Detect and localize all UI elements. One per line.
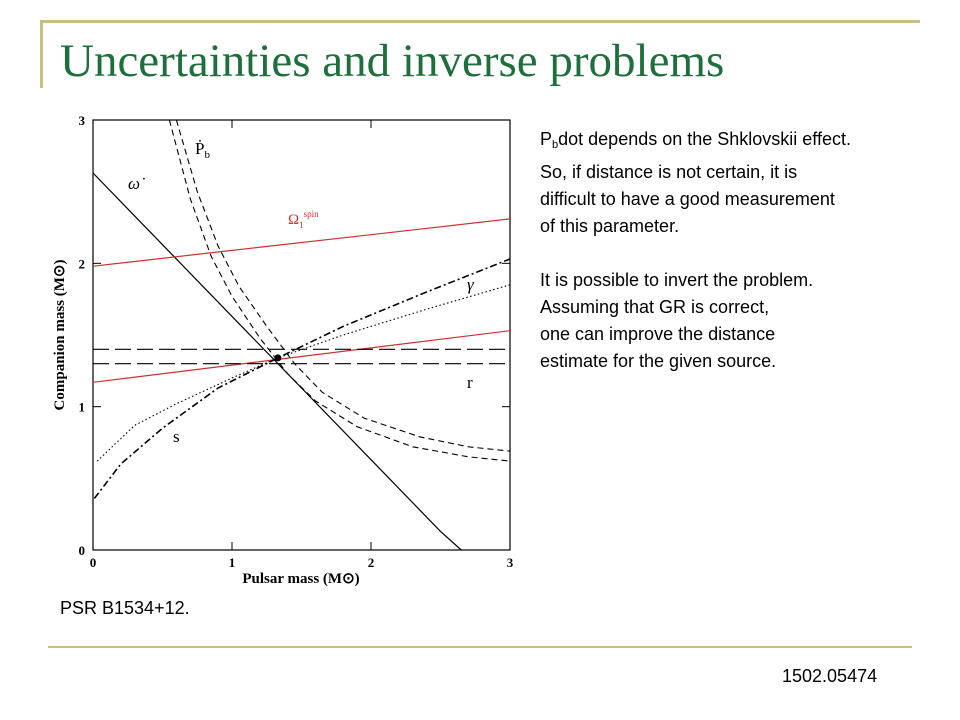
y-tick-label: 0 xyxy=(78,543,85,558)
curve-0 xyxy=(93,173,461,550)
plot-frame xyxy=(93,120,510,550)
description-line: of this parameter. xyxy=(540,216,680,236)
description-line: dot depends on the Shklovskii effect. xyxy=(558,129,852,149)
description-line: It is possible to invert the problem. xyxy=(540,270,814,290)
x-tick-label: 2 xyxy=(367,555,375,570)
pb-symbol: P xyxy=(540,129,553,149)
description-line: difficult to have a good measurement xyxy=(540,189,835,209)
curve-label-pb-dot: Ṗ$_b$ xyxy=(195,139,210,161)
chart-svg xyxy=(40,110,520,590)
description xyxy=(540,126,940,375)
curve-1 xyxy=(169,120,510,461)
curve-label-omega-dot: ω̇ xyxy=(128,174,141,193)
description-paragraph-1 xyxy=(540,126,940,240)
intersection-point xyxy=(274,354,281,361)
slide-title: Uncertainties and inverse problems xyxy=(60,35,725,87)
y-tick-label: 1 xyxy=(78,399,85,415)
arxiv-id: 1502.05474 xyxy=(782,666,878,686)
curve-4 xyxy=(93,331,510,383)
decorative-bottom-line xyxy=(48,646,912,648)
y-tick-label: 3 xyxy=(78,113,85,128)
curve-label-gamma: γ xyxy=(467,275,474,294)
curve-5 xyxy=(97,285,510,461)
description-line: estimate for the given source. xyxy=(540,351,777,371)
mass-mass-diagram xyxy=(40,110,520,595)
curve-label-r: r xyxy=(467,373,473,392)
curve-label-omega-spin: $\Omega_1^{spin}$ xyxy=(288,209,319,230)
description-paragraph-2 xyxy=(540,267,940,375)
pb-subscript: b xyxy=(552,139,559,151)
description-line: So, if distance is not certain, it is xyxy=(540,162,798,182)
curve-label-s: s xyxy=(173,427,180,446)
description-line: one can improve the distance xyxy=(540,324,776,344)
curve-6 xyxy=(94,259,510,498)
decorative-vertical-line xyxy=(40,20,43,88)
x-axis-label: Pulsar mass (M⊙) xyxy=(242,571,360,587)
y-tick-label: 2 xyxy=(78,256,85,272)
x-tick-label: 3 xyxy=(506,555,514,570)
x-tick-label: 1 xyxy=(228,555,236,570)
description-line: Assuming that GR is correct, xyxy=(540,297,770,317)
y-axis-label: Companion mass (M⊙) xyxy=(52,259,68,411)
caption: PSR B1534+12. xyxy=(60,598,190,618)
decorative-top-line xyxy=(40,20,920,23)
x-tick-label: 0 xyxy=(89,555,97,570)
